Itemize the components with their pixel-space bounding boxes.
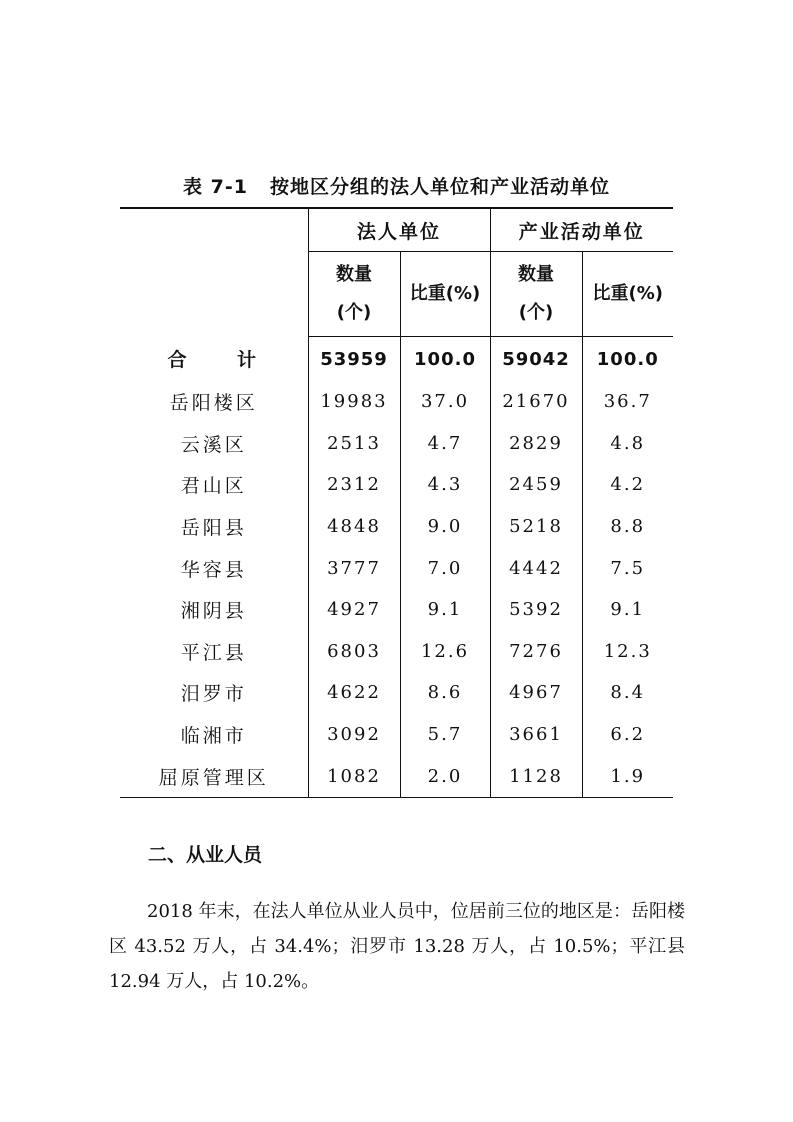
activity-share-cell: 4.8 bbox=[582, 423, 673, 465]
activity-share-cell: 8.4 bbox=[582, 672, 673, 714]
region-cell: 临湘市 bbox=[180, 725, 247, 748]
header-activity-units: 产业活动单位 bbox=[490, 208, 673, 252]
section-heading: 二、从业人员 bbox=[148, 844, 263, 866]
activity-share-cell: 6.2 bbox=[582, 714, 673, 756]
legal-count-cell: 1082 bbox=[308, 755, 400, 797]
activity-count-cell: 4967 bbox=[490, 672, 582, 714]
count-unit: (个) bbox=[518, 302, 554, 323]
legal-share-cell: 8.6 bbox=[400, 672, 490, 714]
table-row bbox=[120, 755, 673, 797]
legal-share-cell: 5.7 bbox=[400, 714, 490, 756]
region-cell: 云溪区 bbox=[180, 433, 247, 456]
region-cell: 湘阴县 bbox=[180, 600, 247, 623]
legal-share-cell: 12.6 bbox=[400, 631, 490, 673]
activity-count-cell: 1128 bbox=[490, 755, 582, 797]
activity-count-cell: 4442 bbox=[490, 547, 582, 589]
activity-count-cell: 3661 bbox=[490, 714, 582, 756]
region-cell: 岳阳县 bbox=[180, 517, 247, 540]
legal-count-cell: 53959 bbox=[308, 337, 400, 382]
legal-share-cell: 7.0 bbox=[400, 547, 490, 589]
header-legal-units: 法人单位 bbox=[308, 208, 490, 252]
table-row bbox=[120, 464, 673, 506]
legal-share-cell: 9.0 bbox=[400, 506, 490, 548]
legal-count-cell: 3092 bbox=[308, 714, 400, 756]
region-cell: 岳阳楼区 bbox=[169, 392, 258, 415]
table-number: 表 7-1 bbox=[183, 176, 248, 198]
activity-share-cell: 7.5 bbox=[582, 547, 673, 589]
header-activity-share: 比重(%) bbox=[582, 252, 673, 337]
activity-count-cell: 5392 bbox=[490, 589, 582, 631]
legal-count-cell: 4622 bbox=[308, 672, 400, 714]
table-row bbox=[120, 506, 673, 548]
activity-count-cell: 5218 bbox=[490, 506, 582, 548]
header-legal-count bbox=[308, 252, 400, 337]
table-title bbox=[0, 172, 793, 199]
region-cell: 君山区 bbox=[180, 475, 247, 498]
legal-share-cell: 4.3 bbox=[400, 464, 490, 506]
legal-share-cell: 100.0 bbox=[400, 337, 490, 382]
table-row bbox=[120, 381, 673, 423]
activity-count-cell: 59042 bbox=[490, 337, 582, 382]
region-cell: 合 计 bbox=[167, 349, 279, 372]
legal-share-cell: 2.0 bbox=[400, 755, 490, 797]
activity-share-cell: 4.2 bbox=[582, 464, 673, 506]
table-row bbox=[120, 631, 673, 673]
legal-count-cell: 2312 bbox=[308, 464, 400, 506]
region-cell: 平江县 bbox=[180, 641, 247, 664]
activity-share-cell: 100.0 bbox=[582, 337, 673, 382]
legal-count-cell: 2513 bbox=[308, 423, 400, 465]
region-cell: 汨罗市 bbox=[180, 683, 247, 706]
table-title-text: 按地区分组的法人单位和产业活动单位 bbox=[269, 176, 610, 198]
activity-share-cell: 9.1 bbox=[582, 589, 673, 631]
activity-count-cell: 2459 bbox=[490, 464, 582, 506]
legal-share-cell: 37.0 bbox=[400, 381, 490, 423]
legal-count-cell: 4927 bbox=[308, 589, 400, 631]
legal-count-cell: 4848 bbox=[308, 506, 400, 548]
activity-count-cell: 21670 bbox=[490, 381, 582, 423]
activity-share-cell: 36.7 bbox=[582, 381, 673, 423]
header-corner bbox=[120, 208, 308, 337]
legal-count-cell: 3777 bbox=[308, 547, 400, 589]
activity-count-cell: 2829 bbox=[490, 423, 582, 465]
activity-share-cell: 12.3 bbox=[582, 631, 673, 673]
table-row bbox=[120, 547, 673, 589]
table-row bbox=[120, 714, 673, 756]
table-row bbox=[120, 423, 673, 465]
legal-share-cell: 4.7 bbox=[400, 423, 490, 465]
activity-share-cell: 8.8 bbox=[582, 506, 673, 548]
count-unit: (个) bbox=[336, 302, 372, 323]
legal-share-cell: 9.1 bbox=[400, 589, 490, 631]
region-cell: 华容县 bbox=[180, 558, 247, 581]
body-paragraph: 2018 年末，在法人单位从业人员中，位居前三位的地区是：岳阳楼区 43.52 万人，占 34.4%；汨罗市 13.28 万人，占 10.5%；平江县 12.94 万人，占 10.2%。 bbox=[109, 901, 685, 992]
legal-count-cell: 6803 bbox=[308, 631, 400, 673]
header-legal-share: 比重(%) bbox=[400, 252, 490, 337]
table-row bbox=[120, 589, 673, 631]
count-label: 数量 bbox=[336, 264, 372, 285]
region-cell: 屈原管理区 bbox=[120, 755, 308, 797]
count-label: 数量 bbox=[518, 264, 554, 285]
legal-count-cell: 19983 bbox=[308, 381, 400, 423]
activity-share-cell: 1.9 bbox=[582, 755, 673, 797]
region-units-table bbox=[120, 207, 673, 798]
table-row bbox=[120, 672, 673, 714]
header-activity-count bbox=[490, 252, 582, 337]
activity-count-cell: 7276 bbox=[490, 631, 582, 673]
table-row-total bbox=[120, 337, 673, 382]
